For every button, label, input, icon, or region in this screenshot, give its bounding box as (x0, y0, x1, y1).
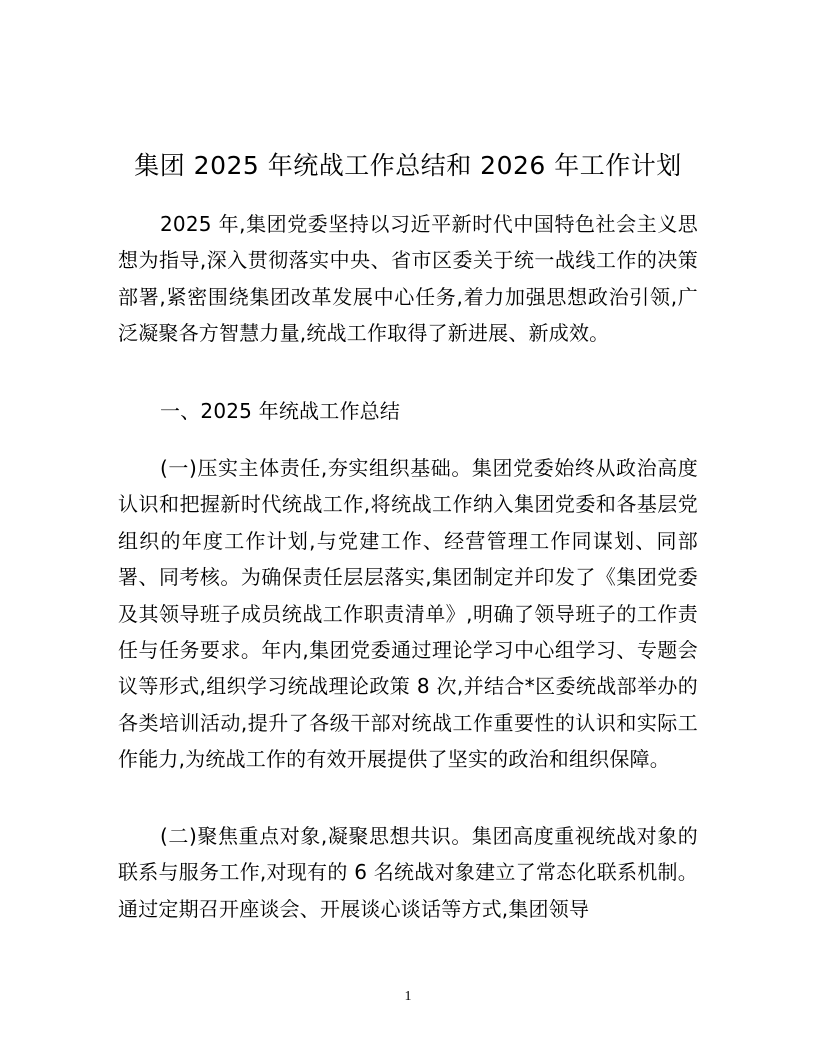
section-two-paragraph: (二)聚焦重点对象,凝聚思想共识。集团高度重视统战对象的联系与服务工作,对现有的 6 名统战对象建立了常态化联系机制。通过定期召开座谈会、开展谈心谈话等方式,集团领导 (118, 824, 698, 921)
document-title: 集团 2025 年统战工作总结和 2026 年工作计划 (134, 151, 682, 180)
intro-paragraph: 2025 年,集团党委坚持以习近平新时代中国特色社会主义思想为指导,深入贯彻落实中央、省市区委关于统一战线工作的决策部署,紧密围绕集团改革发展中心任务,着力加强思想政治引领,广泛凝聚各方智慧力量,统战工作取得了新进展、新成效。 (118, 212, 698, 346)
page-number: 1 (404, 989, 412, 1004)
section-one-paragraph: (一)压实主体责任,夯实组织基础。集团党委始终从政治高度认识和把握新时代统战工作,将统战工作纳入集团党委和各基层党组织的年度工作计划,与党建工作、经营管理工作同谋划、同部署、同考核。为确保责任层层落实,集团制定并印发了《集团党委及其领导班子成员统战工作职责清单》,明确了领导班子的工作责任与任务要求。年内,集团党委通过理论学习中心组学习、专题会议等形式,组织学习统战理论政策 8 次,并结合*区委统战部举办的各类培训活动,提升了各级干部对统战工作重要性的认识和实际工作能力,为统战工作的有效开展提供了坚实的政治和组织保障。 (118, 456, 698, 772)
section-heading-summary: 一、2025 年统战工作总结 (160, 399, 401, 423)
